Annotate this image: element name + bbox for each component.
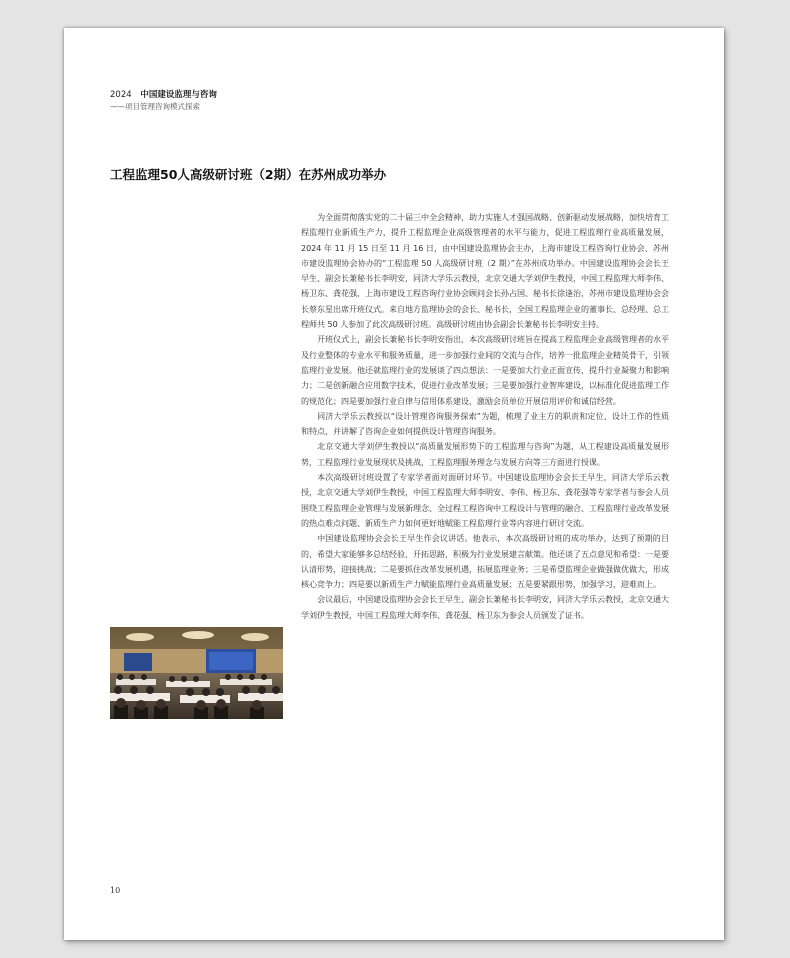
article-body — [301, 210, 669, 623]
page-number: 10 — [110, 886, 121, 895]
article-title: 工程监理50人高级研讨班（2期）在苏州成功举办 — [110, 167, 387, 182]
body-paragraph: 北京交通大学刘伊生教授以“高质量发展形势下的工程监理与咨询”为题，从工程建设高质量发展形势，工程监理行业发展现状及挑战，工程监理服务理念与发展方向等三方面进行授课。 — [301, 442, 669, 467]
body-paragraph: 中国建设监理协会会长王早生作会议讲话。他表示，本次高级研讨班的成功举办，达到了预期的目的，希望大家能够多总结经验，开拓思路，积极为行业发展建言献策。他还谈了五点意见和希望：一是要认清形势，迎接挑战；二是要抓住改革发展机遇，拓展监理业务；三是希望监理企业做强做优做大，形成核心竞争力；四是要以新质生产力赋能监理行业高质量发展；五是要紧跟形势，加强学习，迎难而上。 — [301, 534, 669, 590]
header-series-title: 中国建设监理与咨询 — [140, 90, 217, 100]
body-paragraph: 开班仪式上，副会长兼秘书长李明安指出，本次高级研讨班旨在提高工程监理企业高级管理者的水平及行业整体的专业水平和服务质量，进一步加强行业间的交流与合作，培养一批监理企业精英骨干，引领监理行业发展。他还就监理行业的发展谈了四点想法：一是要加大行业正面宣传，提升行业凝聚力和影响力；二是创新融合应用数字技术，促进行业改革发展；三是要加强行业智库建设，以标准化促进监理工作的规范化；四是要加强行业自律与信用体系建设，激励会员单位开展信用评价和诚信经营。 — [301, 335, 669, 406]
header-subtitle: ——项目管理咨询模式探索 — [110, 102, 200, 111]
body-paragraph: 本次高级研讨班设置了专家学者面对面研讨环节。中国建设监理协会会长王早生，同济大学乐云教授，北京交通大学刘伊生教授，中国工程监理大师李明安、李伟、杨卫东、龚花强等专家学者与参会人员围绕工程监理企业管理与发展新理念、全过程工程咨询中工程设计与管理的融合、工程监理行业改革发展的热点难点问题、新质生产力如何更好地赋能工程监理行业等内容进行研讨交流。 — [301, 473, 669, 528]
running-header — [110, 88, 217, 100]
body-paragraph: 同济大学乐云教授以“设计管理咨询服务探索”为题，梳理了业主方的职责和定位、设计工作的性质和特点，并讲解了咨询企业如何提供设计管理咨询服务。 — [301, 411, 669, 437]
body-paragraph: 为全面贯彻落实党的二十届三中全会精神，助力实施人才强国战略、创新驱动发展战略，加快培育工程监理行业新质生产力，提升工程监理企业高级管理者的水平与能力，促进工程监理行业高质量发展，2024 年 11 月 15 日至 11 月 16 日，由中国建设监理协会主办，上海市建设工程咨询行业协会、苏州市建设监理协会协办的“工程监理 50 人高级研讨班（2 期）”在苏州成功举办。中国建设监理协会会长王早生、副会长兼秘书长李明安，同济大学乐云教授，北京交通大学刘伊生教授，中国工程监理大师李伟、杨卫东、龚花强，上海市建设工程咨询行业协会顾问会长孙占国、秘书长徐逢治，苏州市建设监理协会会长蔡东星出席开班仪式。来自地方监理协会的会长、秘书长，全国工程监理企业的董事长、总经理、总工程师共 50 人参加了此次高级研讨班。高级研讨班由协会副会长兼秘书长李明安主持。 — [301, 213, 669, 330]
document-page — [64, 28, 724, 940]
body-paragraph: 会议最后，中国建设监理协会会长王早生、副会长兼秘书长李明安，同济大学乐云教授，北京交通大学刘伊生教授，中国工程监理大师李伟、龚花强、杨卫东为参会人员颁发了证书。 — [301, 595, 669, 620]
header-year: 2024 — [110, 90, 132, 100]
conference-photo — [110, 627, 283, 719]
